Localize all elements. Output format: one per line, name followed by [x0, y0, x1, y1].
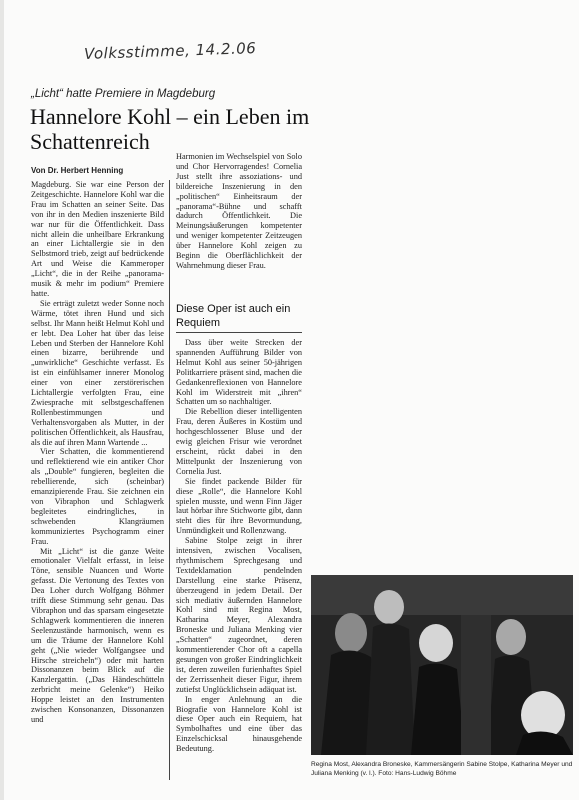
paragraph: Sie erträgt zuletzt weder Sonne noch Wärme, tötet ihren Hund und sich selbst. Ihr Mann heißt Helmut Kohl und er lebt. Dea Loher hat über das leise Leben und Sterben der Hannelore Kohl einen bizarre, berührende und „unwirkliche“ Geschichte verfasst. Es ist ein einfühlsamer innerer Monolog einer von einer zerstörerischen Lichtallergie verfolgten Frau, eine Zwiesprache mit selbstgeschaffenen Rollenbestimmungen und Verhaltensvorgaben als Mutter, in der politischen Öffentlichkeit, als Hausfrau, als die auf ihren Mann Wartende ...	[31, 298, 164, 447]
article-subhead: Diese Oper ist auch ein Requiem	[176, 303, 291, 329]
paragraph: Dass über weite Strecken der spannenden Aufführung Bilder von Helmut Kohl aus seiner 50-jährigen Politkarriere präsent sind, machen die Gedankenreflexionen von Hannelore Kohl im Widerstreit mit „ihren“ Schatten um so nachhaltiger.	[176, 338, 302, 407]
article-column-2-bottom	[176, 338, 302, 782]
paragraph: Magdeburg. Sie war eine Person der Zeitgeschichte. Hannelore Kohl war die Frau im Schatten an seiner Seite. Das von ihr in den Medien inszenierte Bild war nur für die Öffentlichkeit. Dass nicht allein die unheilbare Erkrankung an einer Lichtallergie sie in den Selbstmord trieb, zeigt auf bedrückende Art und Weise die Kammeroper „Licht“, die in der Reihe „panorama-musik & mehr im podium“ Premiere hatte.	[31, 180, 164, 298]
stage-photo	[311, 575, 573, 755]
paragraph: Mit „Licht“ ist die ganze Weite emotionaler Vielfalt erfasst, in leise Töne, sensible Nuancen und Worte gefasst. Die Vertonung des Textes von Dea Loher durch Wolfgang Böhmer trifft diese Stimmung sehr genau. Das Vibraphon und das sparsam eingesetzte Schlagwerk kommentieren die inneren Seelenzustände harmonisch, wenn es um die Träume der Hannelore Kohl geht („Nie wieder Wolfgangsee und Hirsche streicheln“) oder mit harten Dissonanzen beim Blick auf die Kanzlergattin. („Das Händeschütteln zerbricht meine Gelenke“) Heiko Hoppe leistet an den Instrumenten zwischen Konsonanzen, Dissonanzen und	[31, 546, 164, 724]
handwritten-note: Volksstimme, 14.2.06	[83, 38, 257, 64]
article-column-2-top	[176, 152, 302, 300]
column-divider	[169, 180, 170, 780]
paragraph: Sie findet packende Bilder für diese „Rolle“, die Hannelore Kohl spielen musste, und wenn Finn Jäger laut hörbar ihre Stichworte gibt, dann steht dies für ihre Bevormundung, Unmündigkeit und Rollenzwang.	[176, 476, 302, 536]
subhead-rule	[176, 332, 302, 333]
paragraph: Vier Schatten, die kommentierend und reflektierend wie ein antiker Chor als „Double“ fungieren, begleiten die rebellierende, sich (scheinbar) emanzipierende Frau. Sie zeichnen ein von Vibraphon und Schlagwerk begleitetes eindringliches, in schwebenden Klangräumen kommuniziertes Psychogramm einer Frau.	[31, 447, 164, 546]
paragraph: In enger Anlehnung an die Biografie von Hannelore Kohl ist diese Oper auch ein Requiem, hat Symbolhaftes und eine über das Einzelschicksal hinausgehende Bedeutung.	[176, 694, 302, 754]
paragraph: Harmonien im Wechselspiel von Solo und Chor Hervorragendes! Cornelia Just stellt ihre assoziations- und bildereiche Inszenierung in den „politischen“ Einheitsraum der „panorama“-Bühne und schafft dadurch Öffentlichkeit. Die Meinungsäußerungen kompetenter und weniger kompetenter Zeitzeugen über Hannelore Kohl zeigen zu Beginn die Oberflächlichkeit der Wahrnehmung dieser Frau.	[176, 152, 302, 270]
photo-caption: Regina Most, Alexandra Broneske, Kammersängerin Sabine Stolpe, Katharina Meyer und Juliana Menking (v. l.). Foto: Hans-Ludwig Böhme	[311, 761, 573, 777]
scan-edge	[0, 0, 4, 800]
article-column-1	[31, 180, 164, 780]
article-kicker: „Licht“ hatte Premiere in Magdeburg	[31, 88, 216, 100]
paragraph: Sabine Stolpe zeigt in ihrer intensiven, zwischen Vocalisen, rhythmischem Sprechgesang und Textdeklamation pendelnden Darstellung eine starke Präsenz, überzeugend in jedem Detail. Der sich mediativ äußernden Hannelore Kohl sind mit Regina Most, Katharina Meyer, Alexandra Broneske und Juliana Menking vier „Schatten“ zugeordnet, deren kommentierender Chor oft a capella gesungen von großer Eindringlichkeit ist, deren zuweilen furienhaftes Spiel der Zerrissenheit dieser Figur, ihrem zutiefst Unglücklichsein adäquat ist.	[176, 536, 302, 694]
article-byline: Von Dr. Herbert Henning	[31, 166, 124, 175]
article-headline: Hannelore Kohl – ein Leben im Schattenreich	[30, 104, 310, 154]
paragraph: Die Rebellion dieser intelligenten Frau, deren Äußeres in Kostüm und hochgeschlossener Bluse und der ewig gleichen Frisur wie verordnet erscheint, rückt dabei in den Mittelpunkt der Inszenierung von Cornelia Just.	[176, 407, 302, 476]
